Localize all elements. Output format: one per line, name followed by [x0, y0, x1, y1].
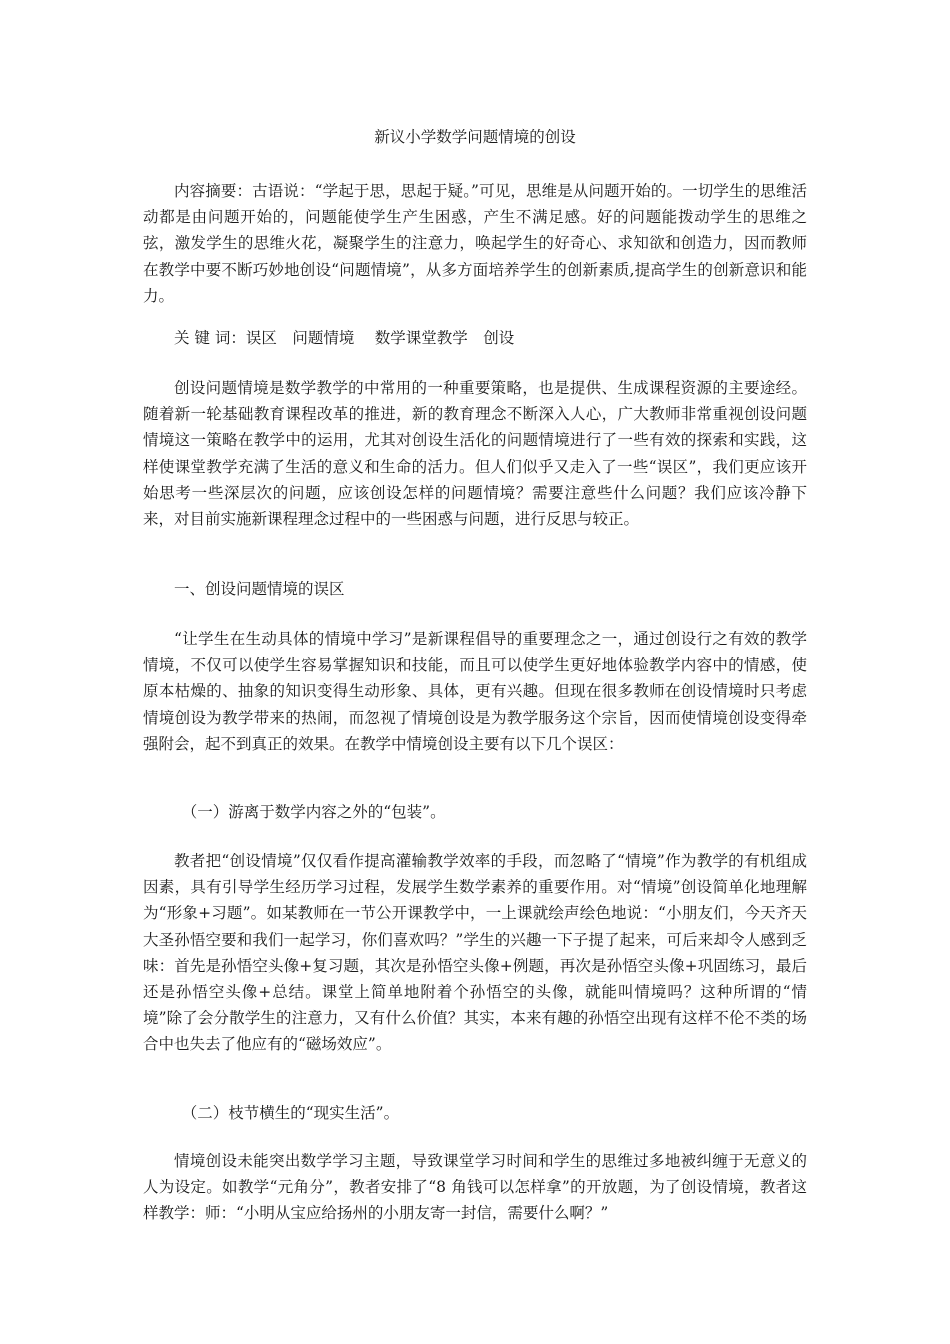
subsection-heading: （二）枝节横生的“现实生活”。: [181, 1104, 400, 1122]
document-title: 新议小学数学问题情境的创设: [374, 128, 576, 146]
intro-paragraph: 创设问题情境是数学教学的中常用的一种重要策略，也是提供、生成课程资源的主要途经。随着新一轮基础教育课程改革的推进，新的教育理念不断深入人心，广大教师非常重视创设问题情境这一策略在教学中的运用，尤其对创设生活化的问题情境进行了一些有效的探索和实践，这样使课堂教学充满了生活的意义和生命的活力。但人们似乎又走入了一些“误区”，我们更应该开始思考一些深层次的问题，应该创设怎样的问题情境？需要注意些什么问题？我们应该冷静下来，对目前实施新课程理念过程中的一些困惑与问题，进行反思与较正。: [143, 379, 807, 529]
section-heading: 一、创设问题情境的误区: [174, 580, 345, 598]
subsection-paragraph: 情境创设未能突出数学学习主题，导致课堂学习时间和学生的思维过多地被纠缠于无意义的人为设定。如教学“元角分”，教者安排了“8 角钱可以怎样拿”的开放题，为了创设情境，教者这样教学：师：“小明从宝应给扬州的小朋友寄一封信，需要什么啊？”: [143, 1152, 807, 1223]
subsection-heading: （一）游离于数学内容之外的“包装”。: [181, 803, 446, 821]
subsection-paragraph: 教者把“创设情境”仅仅看作提高灌输教学效率的手段，而忽略了“情境”作为教学的有机组成因素，具有引导学生经历学习过程，发展学生数学素养的重要作用。对“情境”创设简单化地理解为“形象+习题”。如某教师在一节公开课教学中，一上课就绘声绘色地说：“小朋友们，今天齐天大圣孙悟空要和我们一起学习，你们喜欢吗？”学生的兴趣一下子提了起来，可后来却令人感到乏味：首先是孙悟空头像+复习题，其次是孙悟空头像+例题，再次是孙悟空头像+巩固练习，最后还是孙悟空头像+总结。课堂上简单地附着个孙悟空的头像，就能叫情境吗？这种所谓的“情境”除了会分散学生的注意力，又有什么价值？其实，本来有趣的孙悟空出现有这样不伦不类的场合中也失去了他应有的“磁场效应”。: [143, 852, 807, 1054]
keywords-line: 关 键 词：误区 问题情境 数学课堂教学 创设: [174, 329, 515, 347]
section-paragraph: “让学生在生动具体的情境中学习”是新课程倡导的重要理念之一，通过创设行之有效的教学情境，不仅可以使学生容易掌握知识和技能，而且可以使学生更好地体验教学内容中的情感，使原本枯燥的、抽象的知识变得生动形象、具体，更有兴趣。但现在很多教师在创设情境时只考虑情境创设为教学带来的热闹，而忽视了情境创设是为教学服务这个宗旨，因而使情境创设变得牵强附会，起不到真正的效果。在教学中情境创设主要有以下几个误区：: [143, 630, 807, 753]
abstract-paragraph: 内容摘要：古语说：“学起于思，思起于疑。”可见，思维是从问题开始的。一切学生的思维活动都是由问题开始的，问题能使学生产生困惑，产生不满足感。好的问题能拨动学生的思维之弦，激发学生的思维火花，凝聚学生的注意力，唤起学生的好奇心、求知欲和创造力，因而教师在教学中要不断巧妙地创设“问题情境”，从多方面培养学生的创新素质,提高学生的创新意识和能力。: [143, 182, 807, 305]
